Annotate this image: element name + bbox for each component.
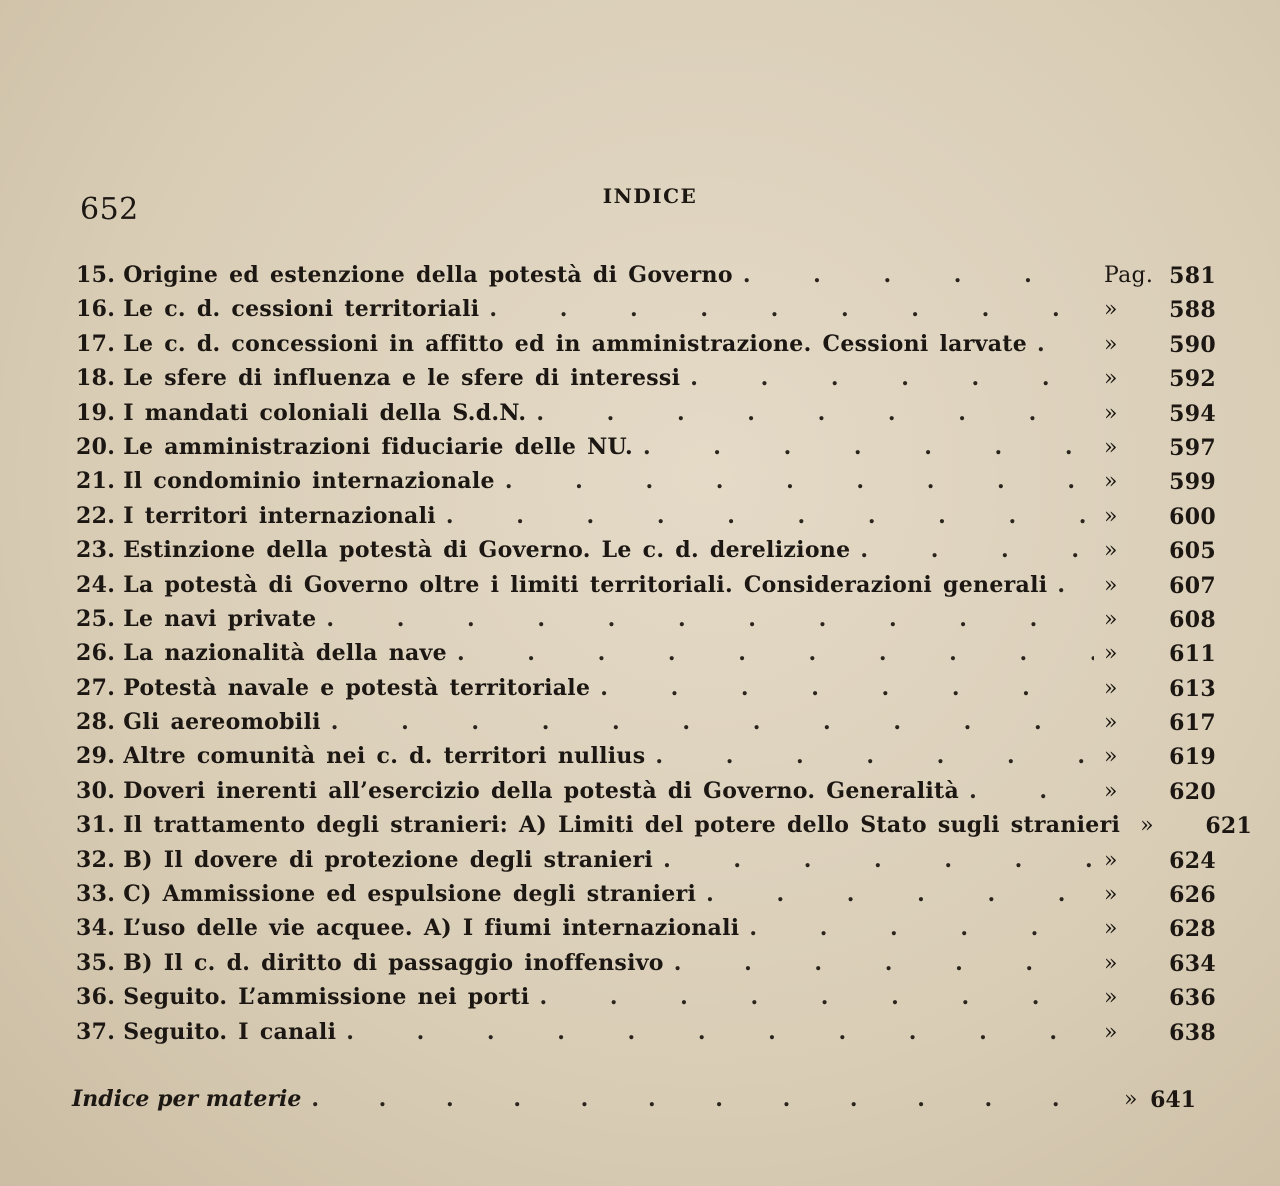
- page-mark: »: [1104, 1019, 1118, 1045]
- entry-title: Indice per materie: [72, 1086, 302, 1112]
- dot-leader: [1037, 331, 1094, 357]
- entry-page-ref: [1104, 332, 1216, 358]
- page-mark: »: [1104, 503, 1118, 529]
- entry-page: 619: [1169, 744, 1216, 771]
- dot-leader: [663, 847, 1094, 873]
- page-mark: »: [1104, 538, 1118, 564]
- entry-page: 626: [1169, 882, 1216, 909]
- entry-page: 607: [1169, 572, 1216, 599]
- entry-title: Doveri inerenti all’esercizio della potestà di Governo. Generalità: [123, 777, 960, 804]
- entry-number: 31.: [76, 812, 116, 839]
- entry-page-ref: [1104, 573, 1216, 599]
- toc-entry: [76, 468, 1216, 502]
- entry-page-ref: [1104, 676, 1216, 702]
- entry-page: 638: [1169, 1019, 1216, 1046]
- toc-entry: [76, 743, 1216, 777]
- dot-leader: [536, 400, 1094, 426]
- toc-entry: [76, 1019, 1216, 1053]
- toc-entry: [76, 365, 1216, 399]
- entry-title: Seguito. I canali: [123, 1018, 337, 1045]
- page-mark: »: [1104, 400, 1118, 426]
- page-mark: Pag.: [1104, 263, 1154, 288]
- entry-title: Le sfere di influenza e le sfere di interessi: [123, 365, 681, 392]
- dot-leader: [860, 537, 1094, 563]
- dot-leader: [655, 743, 1094, 769]
- entry-page-ref: [1124, 1087, 1196, 1113]
- entry-page-ref: [1104, 469, 1216, 495]
- page-mark: »: [1104, 778, 1118, 804]
- dot-leader: [540, 984, 1094, 1010]
- dot-leader: [311, 1086, 1114, 1112]
- toc-entry: [76, 434, 1216, 468]
- page-number: 652: [80, 192, 139, 227]
- entry-page: 620: [1169, 778, 1216, 805]
- entry-number: 25.: [76, 605, 116, 632]
- dot-leader: [1057, 572, 1094, 598]
- page-mark: »: [1104, 847, 1118, 873]
- page-mark: »: [1104, 331, 1118, 357]
- page-mark: »: [1104, 606, 1118, 632]
- entry-title: Gli aereomobili: [123, 709, 321, 736]
- toc-entry: [76, 296, 1216, 330]
- entry-page-ref: [1104, 641, 1216, 667]
- entry-page: 590: [1169, 331, 1216, 358]
- toc-entry: [76, 572, 1216, 606]
- entry-title: I territori internazionali: [123, 502, 436, 529]
- page-mark: »: [1104, 675, 1118, 701]
- entry-page-ref: [1104, 882, 1216, 908]
- entry-page-ref: [1104, 779, 1216, 805]
- entry-number: 19.: [76, 399, 116, 426]
- entry-title: C) Ammissione ed espulsione degli stranieri: [123, 881, 697, 908]
- dot-leader: [743, 262, 1094, 288]
- dot-leader: [331, 709, 1094, 735]
- toc-entry: [76, 915, 1216, 949]
- entry-number: 36.: [76, 984, 116, 1011]
- entry-page: 594: [1169, 400, 1216, 427]
- dot-leader: [643, 434, 1094, 460]
- entry-number: 21.: [76, 468, 116, 495]
- entry-page: 581: [1169, 263, 1216, 289]
- entry-page: 600: [1169, 503, 1216, 530]
- entry-page: 641: [1150, 1087, 1196, 1113]
- entry-page: 599: [1169, 469, 1216, 496]
- page-mark: »: [1104, 469, 1118, 495]
- entry-number: 35.: [76, 949, 116, 976]
- entry-title: Le c. d. cessioni territoriali: [123, 296, 480, 323]
- dot-leader: [706, 881, 1094, 907]
- toc-entry: [76, 262, 1216, 296]
- page-mark: »: [1104, 572, 1118, 598]
- page-mark: »: [1104, 641, 1118, 667]
- entry-page: 605: [1169, 538, 1216, 565]
- dot-leader: [505, 468, 1094, 494]
- entry-number: 20.: [76, 433, 116, 460]
- entry-page: 617: [1169, 710, 1216, 737]
- entry-page: 636: [1169, 985, 1216, 1012]
- toc-entry: [76, 847, 1216, 881]
- entry-title: Le navi private: [123, 605, 317, 632]
- entry-number: 30.: [76, 777, 116, 804]
- dot-leader: [326, 606, 1094, 632]
- toc-entry: [76, 503, 1216, 537]
- entry-number: 24.: [76, 571, 116, 598]
- entry-number: 33.: [76, 881, 116, 908]
- page-mark: »: [1104, 916, 1118, 942]
- entry-number: 22.: [76, 502, 116, 529]
- entry-title: I mandati coloniali della S.d.N.: [123, 399, 527, 426]
- entry-title: Estinzione della potestà di Governo. Le c. d. derelizione: [123, 537, 851, 564]
- dot-leader: [600, 675, 1094, 701]
- page-mark: »: [1124, 1087, 1138, 1112]
- entry-page: 597: [1169, 434, 1216, 461]
- toc-entry: [76, 778, 1216, 812]
- entry-page: 628: [1169, 916, 1216, 943]
- toc-entry: [76, 709, 1216, 743]
- entry-number: 27.: [76, 674, 116, 701]
- entry-title: Seguito. L’ammissione nei porti: [123, 984, 530, 1011]
- entry-title: Le c. d. concessioni in affitto ed in amministrazione. Cessioni larvate: [123, 330, 1028, 357]
- entry-title: Il trattamento degli stranieri: A) Limiti del potere dello Stato sugli stranieri: [123, 812, 1121, 839]
- dot-leader: [457, 640, 1094, 666]
- page-mark: »: [1104, 710, 1118, 736]
- entry-number: 32.: [76, 846, 116, 873]
- entry-page: 588: [1169, 297, 1216, 324]
- page-mark: »: [1104, 366, 1118, 392]
- page-mark: »: [1104, 950, 1118, 976]
- page-mark: »: [1104, 434, 1118, 460]
- entry-page-ref: [1104, 435, 1216, 461]
- page-mark: »: [1104, 985, 1118, 1011]
- entry-page: 621: [1205, 813, 1253, 840]
- dot-leader: [446, 503, 1094, 529]
- toc-entry: [76, 950, 1216, 984]
- entry-number: 15.: [76, 262, 116, 288]
- page-mark: »: [1104, 882, 1118, 908]
- entry-page: 624: [1169, 847, 1216, 874]
- entry-page-ref: [1140, 813, 1252, 839]
- entry-page-ref: [1104, 848, 1216, 874]
- entry-title: Potestà navale e potestà territoriale: [123, 674, 591, 701]
- entry-number: 23.: [76, 537, 116, 564]
- entry-title: Altre comunità nei c. d. territori nullius: [123, 743, 646, 770]
- entry-page-ref: [1104, 607, 1216, 633]
- entry-number: 29.: [76, 743, 116, 770]
- entry-page-ref: [1104, 744, 1216, 770]
- entry-page-ref: [1104, 985, 1216, 1011]
- entry-title: Origine ed estenzione della potestà di Governo: [123, 262, 733, 288]
- entry-page-ref: [1104, 538, 1216, 564]
- entry-number: 16.: [76, 296, 116, 323]
- entry-page-ref: [1104, 951, 1216, 977]
- entry-number: 18.: [76, 365, 116, 392]
- entry-title: Le amministrazioni fiduciarie delle NU.: [123, 433, 633, 460]
- entry-title: L’uso delle vie acquee. A) I fiumi internazionali: [123, 915, 740, 942]
- page-mark: »: [1140, 813, 1154, 839]
- entry-number: 37.: [76, 1018, 116, 1045]
- entry-number: 17.: [76, 330, 116, 357]
- entry-page-ref: [1104, 710, 1216, 736]
- entry-page: 634: [1169, 950, 1216, 977]
- toc-entry: [76, 881, 1216, 915]
- entry-title: B) Il c. d. diritto di passaggio inoffensivo: [123, 949, 664, 976]
- toc-entry: [76, 675, 1216, 709]
- entry-page-ref: [1104, 366, 1216, 392]
- running-head: INDICE: [602, 184, 698, 208]
- entry-page-ref: [1104, 297, 1216, 323]
- page-mark: »: [1104, 744, 1118, 770]
- dot-leader: [749, 915, 1094, 941]
- entry-page-ref: [1104, 916, 1216, 942]
- page-mark: »: [1104, 297, 1118, 323]
- dot-leader: [969, 778, 1094, 804]
- toc-entry: [76, 537, 1216, 571]
- dot-leader: [489, 296, 1094, 322]
- toc-entry: [76, 331, 1216, 365]
- entry-page: 608: [1169, 606, 1216, 633]
- entry-title: Il condominio internazionale: [123, 468, 495, 495]
- entry-number: 28.: [76, 709, 116, 736]
- dot-leader: [346, 1019, 1094, 1045]
- entry-number: 26.: [76, 640, 116, 667]
- toc-entry: [76, 400, 1216, 434]
- entry-page: 611: [1169, 641, 1216, 668]
- entry-page: 592: [1169, 366, 1216, 393]
- entry-page-ref: [1104, 263, 1216, 289]
- dot-leader: [674, 950, 1094, 976]
- entry-title: La potestà di Governo oltre i limiti territoriali. Considerazioni generali: [123, 571, 1048, 598]
- entry-title: La nazionalità della nave: [123, 640, 447, 667]
- entry-number: 34.: [76, 915, 116, 942]
- toc-entry: [76, 812, 1253, 846]
- toc-entry-subject-index: [72, 1086, 1196, 1113]
- entry-page: 613: [1169, 675, 1216, 702]
- toc-entry: [76, 984, 1216, 1018]
- toc-entry: [76, 640, 1216, 674]
- entry-page-ref: [1104, 504, 1216, 530]
- entry-page-ref: [1104, 1020, 1216, 1046]
- table-of-contents: [76, 262, 1253, 1053]
- entry-title: B) Il dovere di protezione degli stranieri: [123, 846, 654, 873]
- toc-entry: [76, 606, 1216, 640]
- entry-page-ref: [1104, 401, 1216, 427]
- dot-leader: [690, 365, 1094, 391]
